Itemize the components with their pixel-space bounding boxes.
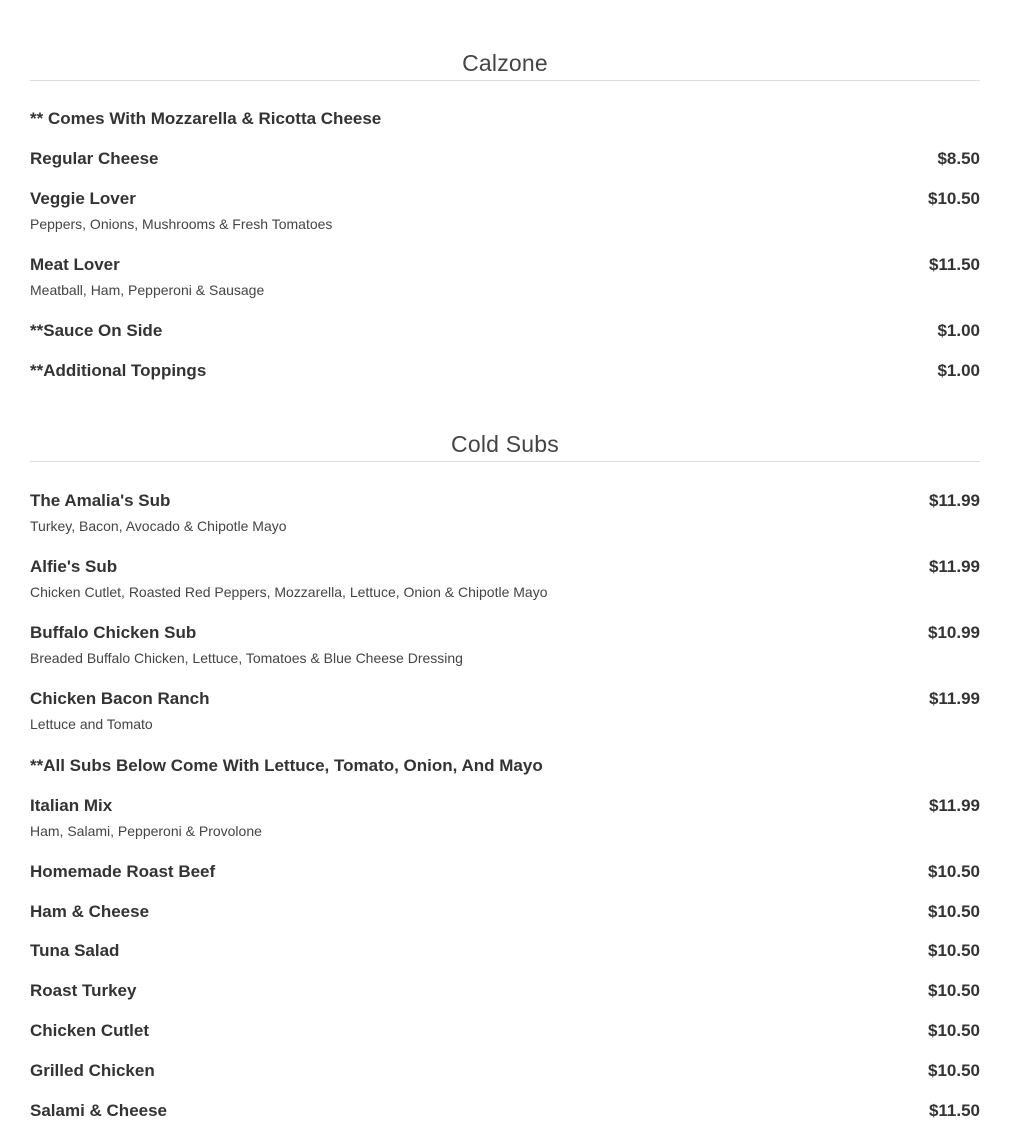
menu-item[interactable] [30, 795, 980, 841]
item-name: **Sauce On Side [30, 321, 163, 340]
item-description: Meatball, Ham, Pepperoni & Sausage [30, 282, 265, 298]
item-name: **Additional Toppings [30, 361, 207, 380]
item-name: Chicken Bacon Ranch [30, 689, 210, 708]
menu-item[interactable] [30, 148, 980, 170]
item-price: $10.50 [928, 981, 980, 1000]
menu-item[interactable] [30, 861, 980, 883]
item-price: $1.00 [937, 321, 980, 340]
item-price: $10.50 [928, 941, 980, 960]
cold-subs-items [30, 490, 980, 1130]
item-price: $1.00 [937, 361, 980, 380]
item-price: $11.99 [928, 557, 980, 576]
item-name: Homemade Roast Beef [30, 862, 216, 881]
menu-item[interactable] [30, 901, 980, 923]
item-description: Chicken Cutlet, Roasted Red Peppers, Mozzarella, Lettuce, Onion & Chipotle Mayo [30, 584, 548, 600]
menu-item[interactable] [30, 556, 980, 602]
menu-item[interactable] [30, 360, 980, 382]
item-price: $11.99 [928, 491, 980, 510]
item-description: Turkey, Bacon, Avocado & Chipotle Mayo [30, 518, 287, 534]
item-price: $11.50 [928, 255, 980, 274]
item-name: Ham & Cheese [30, 902, 150, 921]
menu-item[interactable] [30, 254, 980, 300]
menu-item[interactable] [30, 320, 980, 342]
cold-subs-note [30, 755, 980, 777]
calzone-note [30, 108, 980, 130]
item-name: Chicken Cutlet [30, 1021, 150, 1040]
item-name: Italian Mix [30, 796, 113, 815]
section-title-cold-subs: Cold Subs [451, 431, 559, 457]
item-price: $11.99 [928, 689, 980, 708]
item-price: $10.50 [928, 189, 980, 208]
menu-item[interactable] [30, 622, 980, 668]
item-price: $11.50 [928, 1101, 980, 1120]
item-name: Salami & Cheese [30, 1101, 168, 1120]
item-name: Roast Turkey [30, 981, 137, 1000]
item-description: Breaded Buffalo Chicken, Lettuce, Tomatoes & Blue Cheese Dressing [30, 650, 463, 666]
section-divider [30, 80, 980, 81]
menu-item[interactable] [30, 688, 980, 734]
item-name: Tuna Salad [30, 941, 120, 960]
item-name: Veggie Lover [30, 189, 136, 208]
item-description: Peppers, Onions, Mushrooms & Fresh Tomatoes [30, 216, 333, 232]
calzone-items [30, 108, 980, 398]
item-description: Lettuce and Tomato [30, 716, 153, 732]
item-price: $10.50 [928, 862, 980, 881]
calzone-section [30, 48, 980, 81]
menu-item[interactable] [30, 490, 980, 536]
item-name: Buffalo Chicken Sub [30, 623, 197, 642]
menu-item[interactable] [30, 980, 980, 1002]
item-name: Alfie's Sub [30, 557, 118, 576]
item-price: $8.50 [937, 149, 980, 168]
menu-item[interactable] [30, 1060, 980, 1082]
item-price: $11.99 [928, 796, 980, 815]
item-price: $10.50 [928, 902, 980, 921]
item-price: $10.99 [928, 623, 980, 642]
note-text: **All Subs Below Come With Lettuce, Tomato, Onion, And Mayo [30, 756, 543, 775]
item-name: Meat Lover [30, 255, 120, 274]
item-price: $10.50 [928, 1021, 980, 1040]
cold-subs-section [30, 429, 980, 462]
note-text: ** Comes With Mozzarella & Ricotta Cheese [30, 109, 382, 128]
menu-item[interactable] [30, 940, 980, 962]
item-description: Ham, Salami, Pepperoni & Provolone [30, 823, 262, 839]
item-name: Grilled Chicken [30, 1061, 155, 1080]
menu-item[interactable] [30, 1100, 980, 1122]
item-price: $10.50 [928, 1061, 980, 1080]
item-name: The Amalia's Sub [30, 491, 171, 510]
menu-item[interactable] [30, 1020, 980, 1042]
item-name: Regular Cheese [30, 149, 159, 168]
section-divider [30, 461, 980, 462]
menu-item[interactable] [30, 188, 980, 234]
section-title-calzone: Calzone [462, 50, 548, 76]
